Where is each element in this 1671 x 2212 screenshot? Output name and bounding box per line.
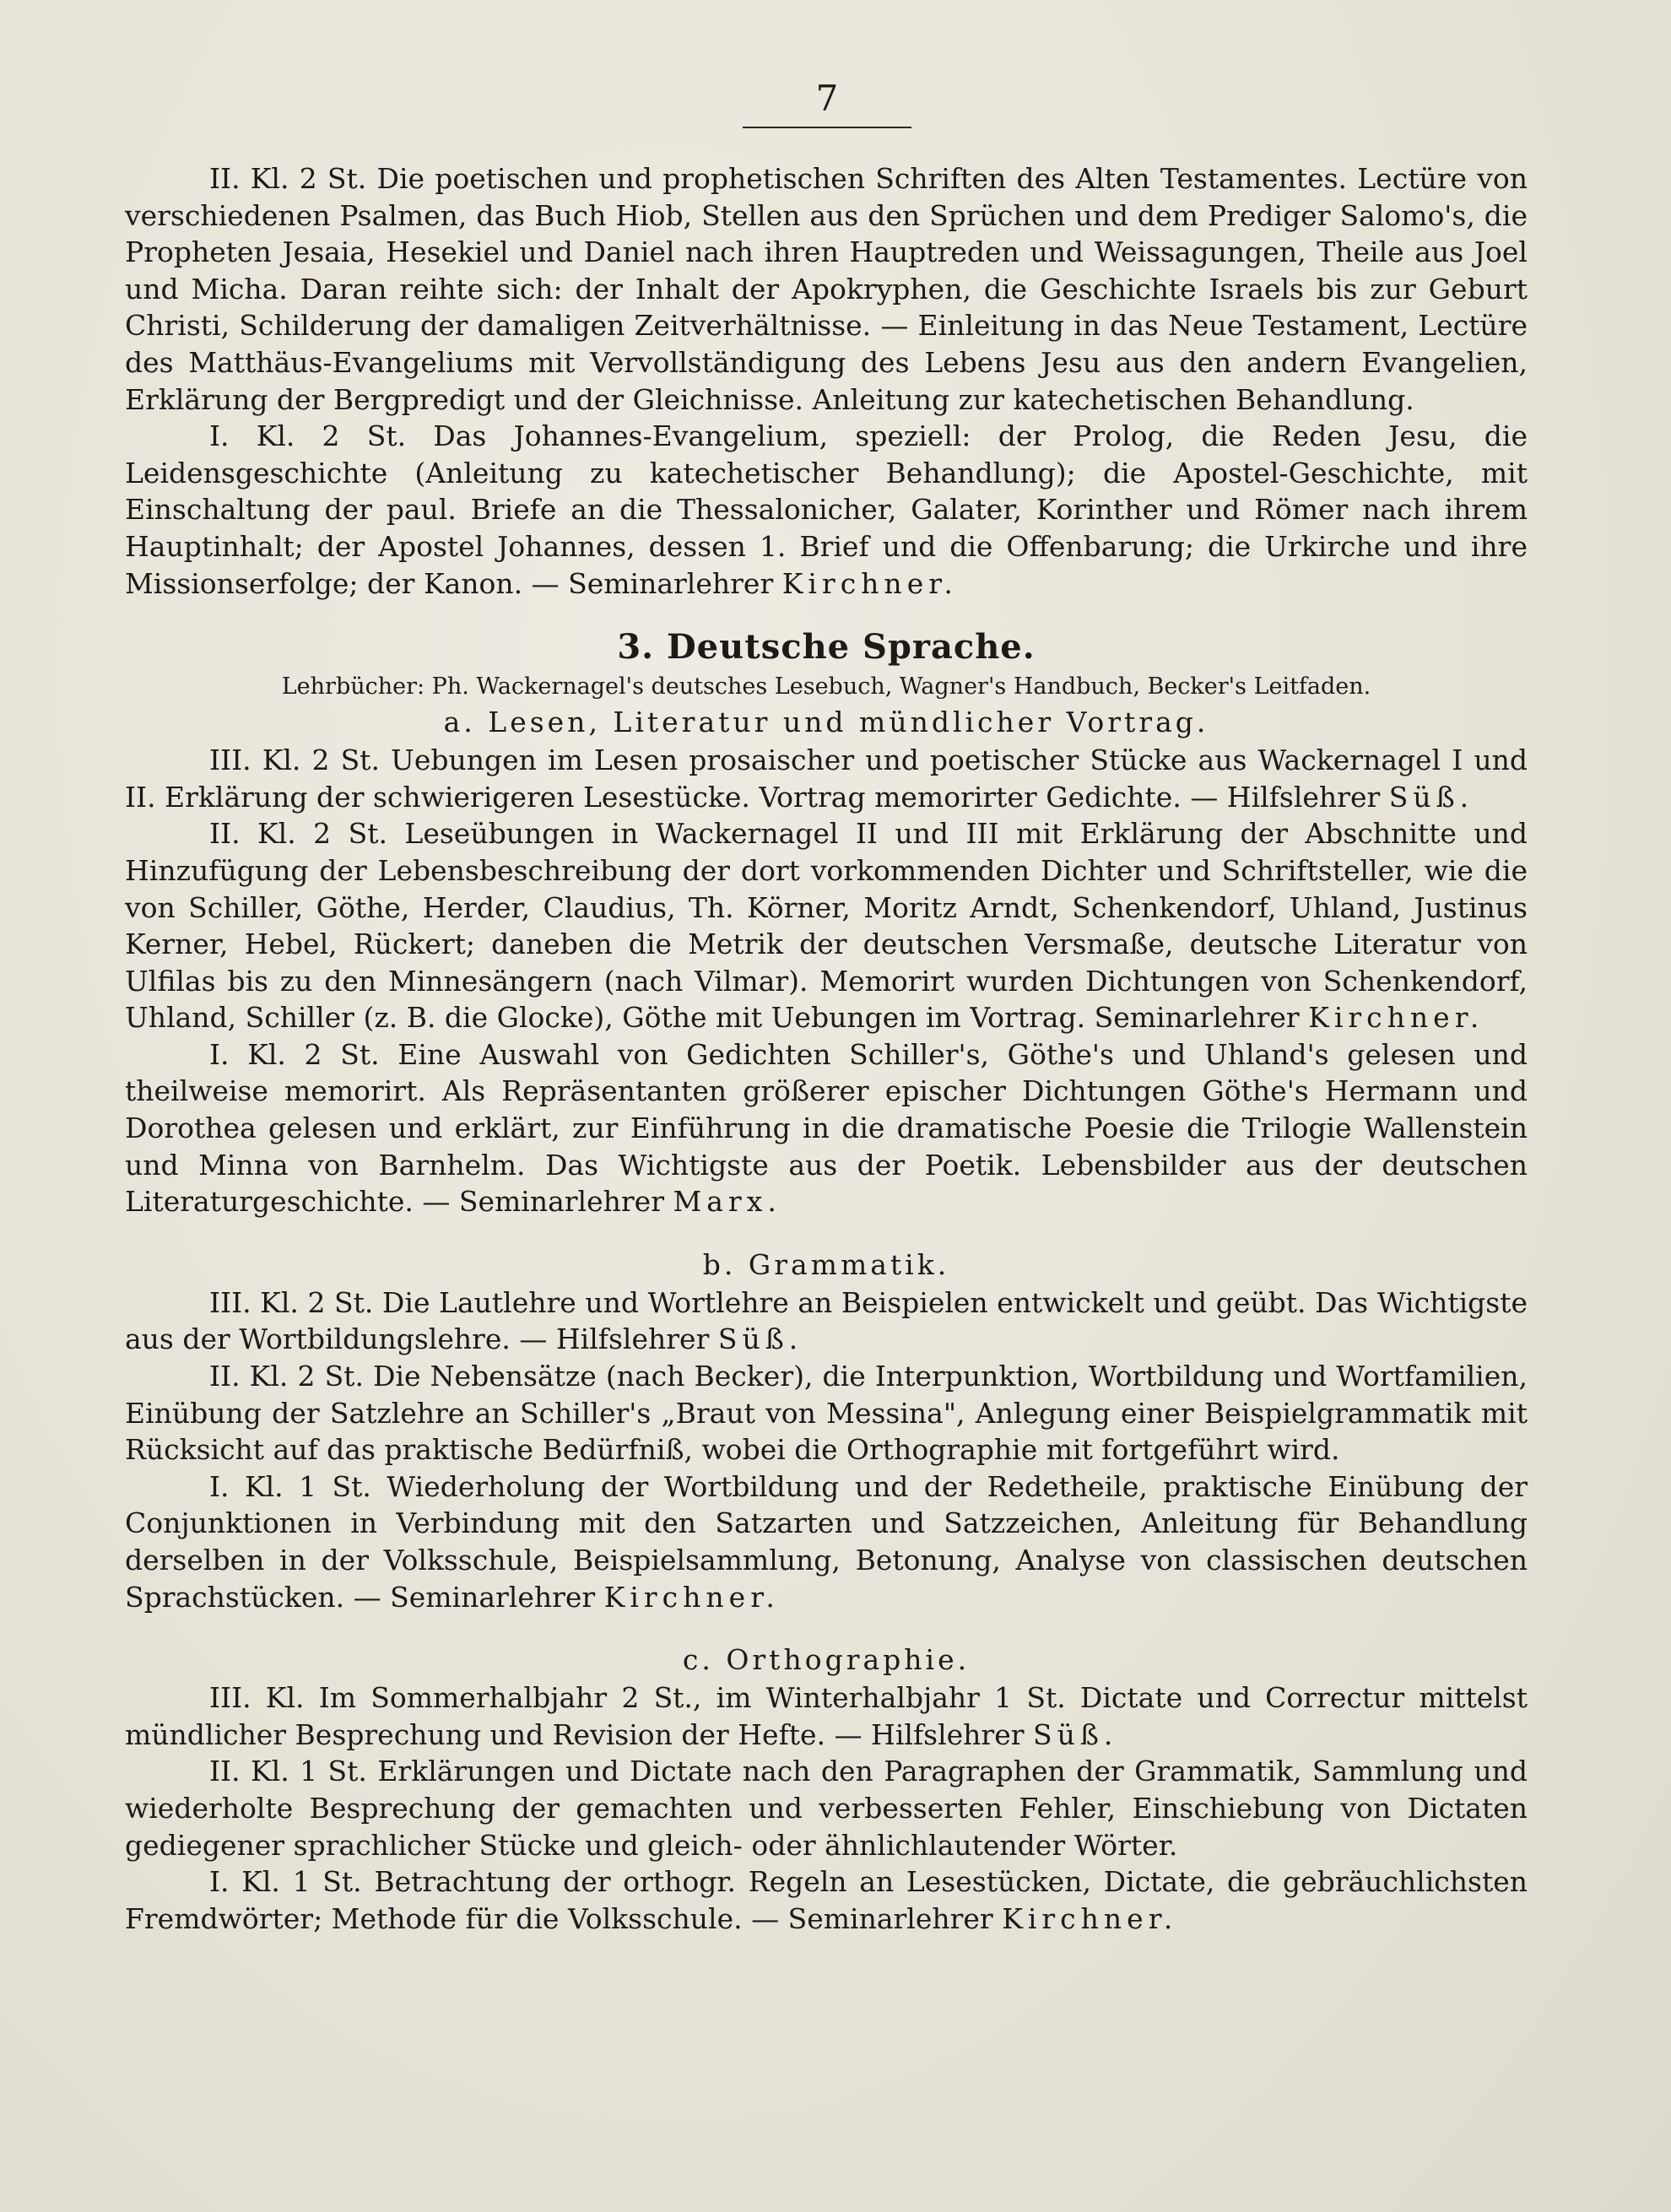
paragraph-text: III. Kl. Im Sommerhalbjahr 2 St., im Winterhalbjahr 1 St. Dictate und Correctur mittelst mündlicher Besprechung und Revision der Hefte. — Hilfslehrer bbox=[125, 1681, 1528, 1751]
teacher-name: Kirchner. bbox=[603, 1580, 780, 1614]
textbooks-line: Lehrbücher: Ph. Wackernagel's deutsches Lesebuch, Wagner's Handbuch, Becker's Leitfaden. bbox=[281, 673, 1371, 700]
teacher-name: Marx. bbox=[673, 1185, 781, 1219]
paragraph-text: I. Kl. 2 St. Das Johannes-Evangelium, speziell: der Prolog, die Reden Jesu, die Leidensgeschichte (Anleitung zu katechetischer Behandlung); die Apostel-Geschichte, mit Einschaltung der paul. Briefe an die Thessalonicher, Galater, Korinther und Römer nach ihrem Hauptinhalt; der Apostel Johannes, dessen 1. Brief und die Offenbarung; die Urkirche und ihre Missionserfolge; der Kanon. — Seminarlehrer bbox=[125, 419, 1528, 600]
page-number-rule bbox=[743, 127, 911, 128]
paragraph-text: I. Kl. 2 St. Eine Auswahl von Gedichten Schiller's, Göthe's und Uhland's gelesen und theilweise memorirt. Als Repräsentanten größerer epischer Dichtungen Göthe's Hermann und Dorothea gelesen und erklärt, zur Einführung in die dramatische Poesie die Trilogie Wallenstein und Minna von Barnhelm. Das Wichtigste aus der Poetik. Lebensbilder aus der deutschen Literaturgeschichte. — Seminarlehrer bbox=[125, 1037, 1528, 1219]
reading-class-2-paragraph bbox=[125, 815, 1528, 1036]
page-body bbox=[125, 160, 1528, 1937]
paragraph-text: III. Kl. 2 St. Uebungen im Lesen prosaischer und poetischer Stücke aus Wackernagel I und II. Erklärung der schwierigeren Lesestücke. Vortrag memorirter Gedichte. — Hilfslehrer bbox=[125, 744, 1528, 814]
subheading-grammar: b. Grammatik. bbox=[702, 1247, 950, 1281]
teacher-name: Süß. bbox=[1388, 780, 1474, 814]
grammar-class-1-paragraph bbox=[125, 1468, 1528, 1615]
reading-class-3-paragraph bbox=[125, 742, 1528, 815]
paragraph-text: I. Kl. 1 St. Betrachtung der orthogr. Regeln an Lesestücken, Dictate, die gebräuchlichsten Fremdwörter; Methode für die Volksschule. — Seminarlehrer bbox=[125, 1865, 1528, 1935]
section-heading-german: 3. Deutsche Sprache. bbox=[617, 627, 1036, 668]
grammar-class-3-paragraph bbox=[125, 1284, 1528, 1358]
reading-class-1-paragraph bbox=[125, 1036, 1528, 1220]
orthography-class-2-paragraph: II. Kl. 1 St. Erklärungen und Dictate nach den Paragraphen der Grammatik, Sammlung und wiederholte Besprechung der gemachten und verbesserten Fehler, Einschiebung von Dictaten gediegener sprachlicher Stücke und gleich- oder ähnlichlautender Wörter. bbox=[125, 1755, 1528, 1862]
teacher-name: Süß. bbox=[717, 1322, 803, 1356]
page-number: 7 bbox=[815, 78, 839, 119]
paragraph-text: I. Kl. 1 St. Wiederholung der Wortbildung und der Redetheile, praktische Einübung der Conjunktionen in Verbindung mit den Satzarten und Satzzeichen, Anleitung für Behandlung derselben in der Volksschule, Beispielsammlung, Betonung, Analyse von classischen deutschen Sprachstücken. — Seminarlehrer bbox=[125, 1469, 1528, 1614]
religion-class-1-paragraph bbox=[125, 418, 1528, 602]
subheading-orthography: c. Orthographie. bbox=[682, 1643, 971, 1677]
teacher-name: Kirchner. bbox=[781, 566, 958, 600]
grammar-class-2-paragraph: II. Kl. 2 St. Die Nebensätze (nach Becker), die Interpunktion, Wortbildung und Wortfamilien, Einübung der Satzlehre an Schiller's „Braut von Messina", Anlegung einer Beispielgrammatik mit Rücksicht auf das praktische Bedürfniß, wobei die Orthographie mit fortgeführt wird. bbox=[125, 1360, 1528, 1467]
teacher-name: Kirchner. bbox=[1308, 1001, 1484, 1035]
paragraph-text: III. Kl. 2 St. Die Lautlehre und Wortlehre an Beispielen entwickelt und geübt. Das Wichtigste aus der Wortbildungslehre. — Hilfslehrer bbox=[125, 1285, 1528, 1356]
teacher-name: Kirchner. bbox=[1002, 1901, 1178, 1935]
orthography-class-3-paragraph bbox=[125, 1679, 1528, 1753]
subheading-reading: a. Lesen, Literatur und mündlicher Vortrag. bbox=[443, 706, 1209, 739]
religion-class-2-paragraph: II. Kl. 2 St. Die poetischen und prophetischen Schriften des Alten Testamentes. Lectüre von verschiedenen Psalmen, das Buch Hiob, Stellen aus den Sprüchen und dem Prediger Salomo's, die Propheten Jesaia, Hesekiel und Daniel nach ihren Hauptreden und Weissagungen, Theile aus Joel und Micha. Daran reihte sich: der Inhalt der Apokryphen, die Geschichte Israels bis zur Geburt Christi, Schilderung der damaligen Zeitverhältnisse. — Einleitung in das Neue Testament, Lectüre des Matthäus-Evangeliums mit Vervollständigung des Lebens Jesu aus den andern Evangelien, Erklärung der Bergpredigt und der Gleichnisse. Anleitung zur katechetischen Behandlung. bbox=[125, 162, 1528, 416]
paragraph-text: II. Kl. 2 St. Leseübungen in Wackernagel II und III mit Erklärung der Abschnitte und Hinzufügung der Lebensbeschreibung der dort vorkommenden Dichter und Schriftsteller, wie die von Schiller, Göthe, Herder, Claudius, Th. Körner, Moritz Arndt, Schenkendorf, Uhland, Justinus Kerner, Hebel, Rückert; daneben die Metrik der deutschen Versmaße, deutsche Literatur von Ulfilas bis zu den Minnesängern (nach Vilmar). Memorirt wurden Dichtungen von Schenkendorf, Uhland, Schiller (z. B. die Glocke), Göthe mit Uebungen im Vortrag. Seminarlehrer bbox=[125, 817, 1528, 1035]
teacher-name: Süß. bbox=[1033, 1717, 1118, 1751]
orthography-class-1-paragraph bbox=[125, 1863, 1528, 1937]
